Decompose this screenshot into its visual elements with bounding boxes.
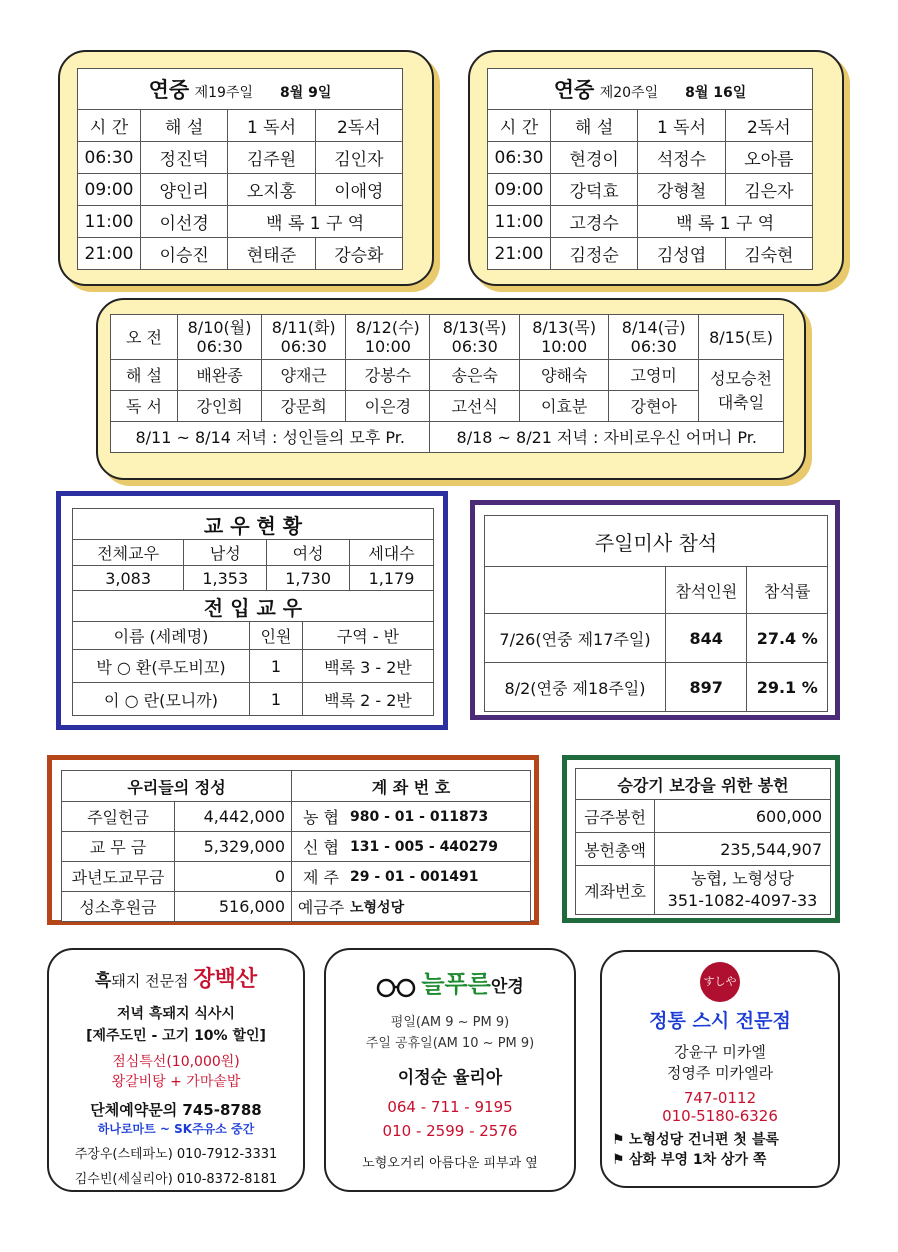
text: 하나로마트 ~ SK주유소 중간 [97,1122,255,1136]
text: 8/14(금) [621,318,686,337]
table-cell: 0 [175,862,292,892]
text: 돼지 전문점 [111,972,194,990]
table-cell: 1 [250,650,303,683]
table-cell: 교 무 금 [62,832,175,862]
table-cell: 8/2(연중 제18주일) [485,663,666,712]
text: 8/10(월) [187,318,252,337]
flag-icon: ⚑ [612,1132,625,1148]
text: 747-0112 [683,1089,757,1107]
table-cell: 1 독서 [638,110,725,142]
text: 저녁 흑돼지 식사시 [117,1006,235,1022]
text: 정통 스시 전문점 [649,1010,791,1032]
sunday19-title [78,69,403,110]
attendance-title: 주일미사 참석 [485,516,828,567]
text: 왕갈비탕 + 가마솥밥 [111,1074,241,1090]
text: 8/12(수) [355,318,420,337]
table-cell: 현경이 [551,142,638,174]
table-row [485,567,828,614]
table-row [488,174,813,206]
table-cell: 5,329,000 [175,832,292,862]
text: 06:30 [451,337,498,356]
text: 제19주일 [194,85,253,101]
table-row [73,591,434,622]
table-cell: 백록 2 - 2반 [303,683,434,716]
transfer-title: 전 입 교 우 [73,591,434,622]
table-cell: 주일헌금 [62,802,175,832]
table-cell: 이 ○ 란(모니까) [73,683,250,716]
table-cell: 석정수 [638,142,725,174]
table-cell: 강봉수 [346,360,430,391]
sushi-location-2 [602,1149,838,1169]
text: 010-5180-6326 [662,1107,778,1125]
text: 010 - 2599 - 2576 [382,1122,518,1140]
table-cell: 21:00 [78,238,141,270]
members-box [56,491,448,730]
table-cell: 897 [666,663,747,712]
text: 06:30 [280,337,327,356]
ad-neulpureun [324,948,576,1192]
table-cell: 강현아 [609,391,699,422]
sunday20-table [487,68,813,270]
table-cell: 현태준 [228,238,315,270]
text: 10:00 [364,337,411,356]
members-table [72,508,434,592]
table-row [73,566,434,592]
text: 노형성당 건너편 첫 블록 [629,1132,779,1148]
table-cell: 오아름 [725,142,812,174]
table-row [485,516,828,567]
table-cell: 09:00 [488,174,551,206]
table-row [73,683,434,716]
table-cell: 과년도교무금 [62,862,175,892]
table-cell: 김주원 [228,142,315,174]
table-cell: 1 독서 [228,110,315,142]
table-row [78,69,403,110]
text: 8/11(화) [271,318,336,337]
day-cell [262,315,346,360]
text: 351-1082-4097-33 [667,891,818,910]
text: 주장우(스테파노) 010-7912-3331 [74,1147,278,1162]
text: 삼화 부영 1차 상가 쪽 [629,1152,767,1168]
weekday-table [110,314,784,453]
attendance-table [484,515,828,712]
table-cell: 11:00 [488,206,551,238]
table-cell: 1,730 [267,566,350,592]
table-row [485,614,828,663]
text: 연중 [553,78,595,102]
table-cell: 2독서 [725,110,812,142]
text: 이정순 율리아 [397,1068,503,1088]
table-row [73,509,434,540]
table-cell: 송은숙 [430,360,519,391]
text: 06:30 [196,337,243,356]
table-cell: 21:00 [488,238,551,270]
table-cell: 이애영 [315,174,402,206]
glasses-icon [376,978,416,998]
table-cell: 131 - 005 - 440279 [350,832,531,862]
day-cell [430,315,519,360]
table-cell: 우리들의 정성 [62,771,292,802]
table-cell: 승강기 보강을 위한 봉헌 [576,769,831,800]
table-row [576,769,831,800]
table-cell: 구역 - 반 [303,622,434,650]
table-cell: 29 - 01 - 001491 [350,862,531,892]
sushi-logo: すしや [700,962,740,1002]
table-cell: 계 좌 번 호 [292,771,531,802]
attendance-box [470,500,840,720]
day-cell [346,315,430,360]
text: [제주도민 - 고기 10% 할인] [86,1028,266,1044]
table-cell: 600,000 [655,800,831,833]
text: 제20주일 [599,85,659,101]
table-cell: 제 주 [292,862,351,892]
note-2: 8/18 ~ 8/21 저녁 : 자비로우신 어머니 Pr. [430,422,784,453]
text: 06:30 [630,337,677,356]
table-cell: 양재근 [262,360,346,391]
table-cell: 해 설 [111,360,178,391]
table-cell: 3,083 [73,566,184,592]
table-row [111,422,784,453]
text: 8월 9일 [280,85,332,101]
table-cell: 27.4 % [747,614,828,663]
table-cell: 이선경 [141,206,228,238]
table-row [488,206,813,238]
table-cell: 김성엽 [638,238,725,270]
sushi-location-1 [602,1129,838,1149]
table-cell: 이름 (세례명) [73,622,250,650]
table-cell: 이승진 [141,238,228,270]
elevator-table [575,768,831,915]
text: 주일 공휴일(AM 10 ~ PM 9) [365,1036,535,1051]
table-cell: 남성 [184,540,267,566]
table-row [111,315,784,360]
table-row [62,771,531,802]
text: 연중 [148,78,190,102]
ad-sushi [600,950,840,1188]
text: 안경 [490,977,524,997]
table-row [78,206,403,238]
table-row [485,663,828,712]
table-cell: 백록 3 - 2반 [303,650,434,683]
text: 늘푸른 [421,970,491,998]
table-cell: 09:00 [78,174,141,206]
holiday-name: 성모승천 대축일 [699,360,784,422]
table-cell: 11:00 [78,206,141,238]
table-cell: 성소후원금 [62,892,175,922]
table-cell: 844 [666,614,747,663]
table-row [488,142,813,174]
table-row [78,142,403,174]
table-cell: 참석률 [747,567,828,614]
table-cell: 강승화 [315,238,402,270]
table-cell: 김인자 [315,142,402,174]
table-cell: 8/15(토) [699,315,784,360]
table-cell: 06:30 [78,142,141,174]
table-cell: 516,000 [175,892,292,922]
day-cell [519,315,608,360]
table-row [576,866,831,915]
day-cell [609,315,699,360]
ad-jangbaeksan [47,948,305,1192]
table-cell: 강형철 [638,174,725,206]
table-cell: 농 협 [292,802,351,832]
text: 8/13(목) [442,318,507,337]
sunday20-title [488,69,813,110]
text [602,962,838,1002]
table-cell: 고영미 [609,360,699,391]
table-cell [485,567,666,614]
text: 정영주 미카엘라 [666,1064,774,1082]
table-row [62,862,531,892]
table-cell: 7/26(연중 제17주일) [485,614,666,663]
table-cell: 백 록 1 구 역 [228,206,403,238]
flag-icon: ⚑ [612,1152,625,1168]
text: 장백산 [193,967,258,992]
text: 김수빈(세실리아) 010-8372-8181 [74,1172,278,1187]
table-cell: 양해숙 [519,360,608,391]
table-cell: 시 간 [78,110,141,142]
table-row [576,800,831,833]
table-cell: 오지홍 [228,174,315,206]
note-1: 8/11 ~ 8/14 저녁 : 성인들의 모후 Pr. [111,422,430,453]
table-cell: 백 록 1 구 역 [638,206,813,238]
table-cell: 2독서 [315,110,402,142]
table-row [62,802,531,832]
table-cell: 고경수 [551,206,638,238]
table-cell: 1 [250,683,303,716]
table-cell: 금주봉헌 [576,800,655,833]
table-cell: 강인희 [178,391,262,422]
offerings-table [61,770,531,922]
table-row [576,833,831,866]
sunday19-table [77,68,403,270]
table-cell: 1,353 [184,566,267,592]
table-row [78,238,403,270]
table-cell: 노형성당 [350,892,531,922]
table-cell: 참석인원 [666,567,747,614]
table-cell: 해 설 [551,110,638,142]
table-cell: 고선식 [430,391,519,422]
table-row [62,832,531,862]
table-cell: 배완종 [178,360,262,391]
text: 노형오거리 아름다운 피부과 옆 [362,1156,538,1171]
members-title: 교 우 현 황 [73,509,434,540]
day-cell [178,315,262,360]
table-cell: 봉헌총액 [576,833,655,866]
table-cell: 29.1 % [747,663,828,712]
table-cell: 정진덕 [141,142,228,174]
transfer-table [72,590,434,716]
table-cell: 오 전 [111,315,178,360]
table-cell: 김정순 [551,238,638,270]
table-cell: 4,442,000 [175,802,292,832]
table-cell: 시 간 [488,110,551,142]
table-cell: 강덕효 [551,174,638,206]
elevator-box [562,755,840,923]
table-row [111,391,784,422]
table-cell: 김은자 [725,174,812,206]
table-row [73,540,434,566]
table-cell: 신 협 [292,832,351,862]
table-cell: 이효분 [519,391,608,422]
text: 농협, 노형성당 [691,869,794,888]
table-cell: 박 ○ 환(루도비꼬) [73,650,250,683]
table-cell: 예금주 [292,892,351,922]
table-cell: 이은경 [346,391,430,422]
table-cell [655,866,831,915]
table-cell: 해 설 [141,110,228,142]
table-row [78,110,403,142]
text: 점심특선(10,000원) [112,1054,240,1070]
table-cell: 양인리 [141,174,228,206]
table-row [488,110,813,142]
table-cell: 235,544,907 [655,833,831,866]
offerings-box [47,755,539,925]
table-cell: 980 - 01 - 011873 [350,802,531,832]
table-cell: 강문희 [262,391,346,422]
table-cell: 독 서 [111,391,178,422]
text: 단체예약문의 745-8788 [90,1101,262,1119]
table-cell: 1,179 [350,566,434,592]
table-row [488,238,813,270]
text: 8/13(목) [532,318,597,337]
ad1-title [49,962,303,993]
table-cell: 전체교우 [73,540,184,566]
sunday20-scroll [468,50,844,286]
table-cell: 세대수 [350,540,434,566]
table-row [73,622,434,650]
text: 8월 16일 [685,85,747,101]
table-row [62,892,531,922]
text: 강윤구 미카엘 [674,1043,766,1061]
weekday-scroll [96,298,806,480]
table-row [111,360,784,391]
table-row [78,174,403,206]
table-cell: 06:30 [488,142,551,174]
text: 10:00 [541,337,588,356]
sunday19-scroll [58,50,434,286]
text: 평일(AM 9 ~ PM 9) [390,1015,510,1030]
table-row [488,69,813,110]
text: 064 - 711 - 9195 [387,1098,513,1116]
table-cell: 계좌번호 [576,866,655,915]
table-cell: 여성 [267,540,350,566]
ad2-title [326,964,574,999]
table-cell: 김숙현 [725,238,812,270]
table-cell: 인원 [250,622,303,650]
table-row [73,650,434,683]
text: 흑 [94,971,112,991]
